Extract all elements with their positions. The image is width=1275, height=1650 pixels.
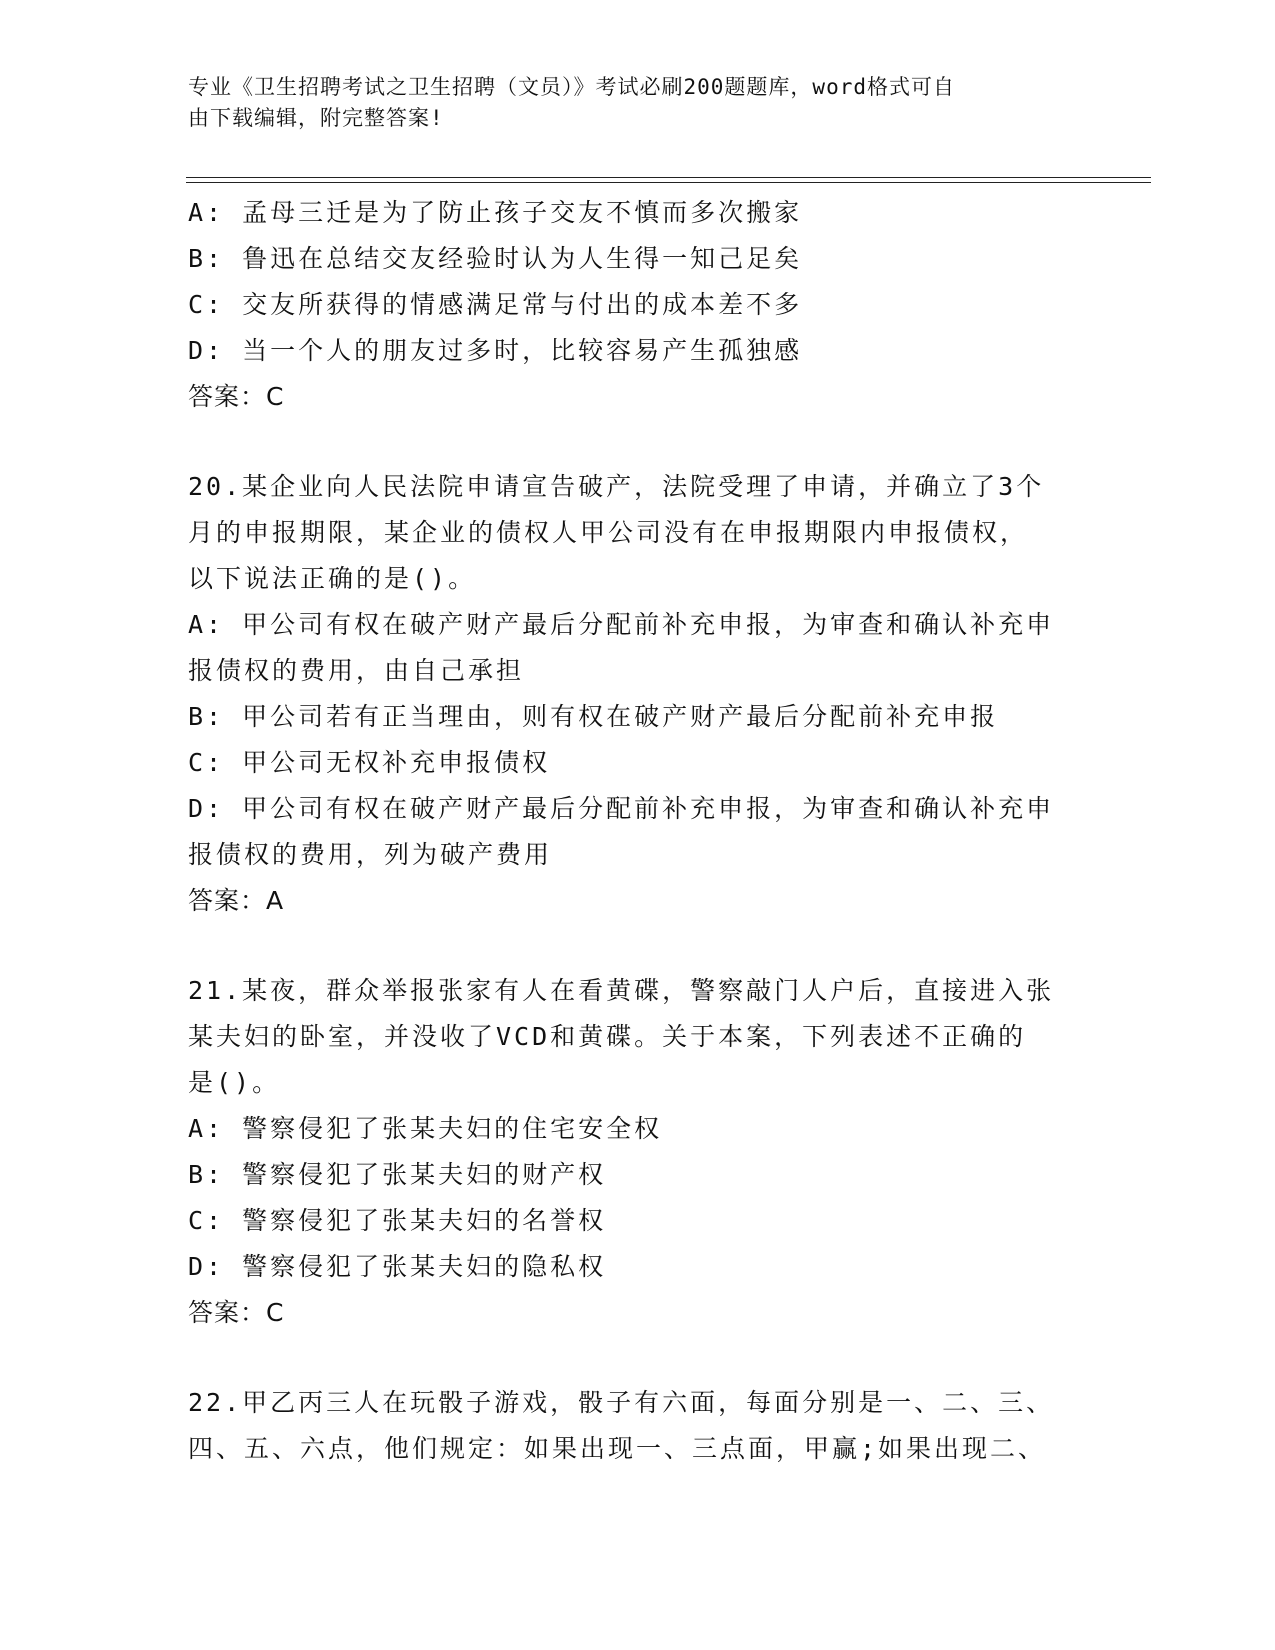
document-header [188, 72, 1088, 134]
question-list [188, 190, 1088, 1472]
option-a: A: 孟母三迁是为了防止孩子交友不慎而多次搬家 [188, 198, 803, 227]
option-a: A: 警察侵犯了张某夫妇的住宅安全权 [188, 1114, 663, 1143]
option-b: B: 警察侵犯了张某夫妇的财产权 [188, 1160, 607, 1189]
question-stem: 20.某企业向人民法院申请宣告破产，法院受理了申请，并确立了3个 [188, 472, 1045, 501]
question-22 [188, 1380, 1088, 1472]
header-title-line-1: 专业《卫生招聘考试之卫生招聘（文员）》考试必刷200题题库，word格式可自 [188, 75, 955, 99]
answer: 答案：C [188, 1298, 285, 1327]
answer: 答案：A [188, 886, 285, 915]
option-b: B: 甲公司若有正当理由，则有权在破产财产最后分配前补充申报 [188, 702, 999, 731]
option-a: A: 甲公司有权在破产财产最后分配前补充申报，为审查和确认补充申 [188, 610, 1055, 639]
option-c: C: 甲公司无权补充申报债权 [188, 748, 551, 777]
question-stem: 四、五、六点，他们规定：如果出现一、三点面，甲赢;如果出现二、 [188, 1434, 1047, 1463]
option-c: C: 交友所获得的情感满足常与付出的成本差不多 [188, 290, 803, 319]
question-stem: 是()。 [188, 1068, 281, 1097]
header-divider-top [186, 177, 1151, 178]
question-20 [188, 464, 1088, 924]
question-stem: 某夫妇的卧室，并没收了VCD和黄碟。关于本案，下列表述不正确的 [188, 1022, 1027, 1051]
question-stem: 以下说法正确的是()。 [188, 564, 477, 593]
option-d-continued: 报债权的费用，列为破产费用 [188, 840, 553, 869]
header-divider-bottom [186, 182, 1151, 183]
question-stem: 月的申报期限，某企业的债权人甲公司没有在申报期限内申报债权， [188, 518, 1029, 547]
option-c: C: 警察侵犯了张某夫妇的名誉权 [188, 1206, 607, 1235]
option-b: B: 鲁迅在总结交友经验时认为人生得一知己足矣 [188, 244, 803, 273]
option-d: D: 当一个人的朋友过多时，比较容易产生孤独感 [188, 336, 803, 365]
question-19-continued [188, 190, 1088, 420]
option-d: D: 警察侵犯了张某夫妇的隐私权 [188, 1252, 607, 1281]
option-a-continued: 报债权的费用，由自己承担 [188, 656, 525, 685]
question-21 [188, 968, 1088, 1336]
header-title-line-2: 由下载编辑，附完整答案! [188, 106, 444, 130]
option-d: D: 甲公司有权在破产财产最后分配前补充申报，为审查和确认补充申 [188, 794, 1055, 823]
question-stem: 22.甲乙丙三人在玩骰子游戏，骰子有六面，每面分别是一、二、三、 [188, 1388, 1055, 1417]
question-stem: 21.某夜，群众举报张家有人在看黄碟，警察敲门人户后，直接进入张 [188, 976, 1055, 1005]
answer: 答案：C [188, 382, 285, 411]
